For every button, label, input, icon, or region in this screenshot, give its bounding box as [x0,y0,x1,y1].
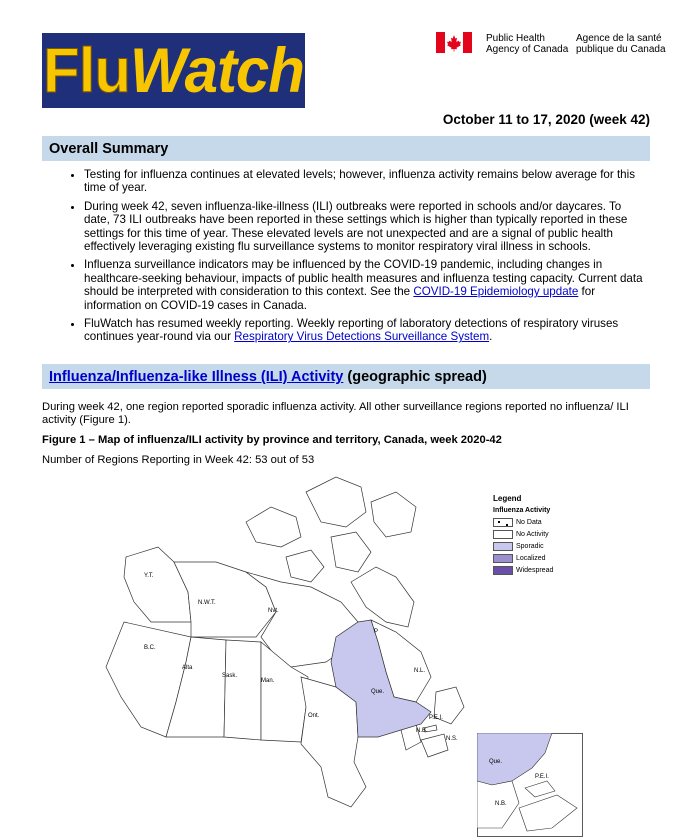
map-label-man: Man. [261,678,275,684]
legend-row-sporadic [493,541,593,552]
bullet-3-text: Influenza surveillance indicators may be influenced by the COVID-19 pandemic, including changes in healthcare-seeking behaviour, impacts of public health measures and influenza testing capacity. Current data should be interpreted with consideration to this context. See the [84,258,643,299]
saskatchewan-region [224,640,261,740]
localized-swatch [493,554,513,563]
map-label-que: Que. [371,689,385,695]
sporadic-swatch [493,542,513,551]
inset-label-nb: N.B. [495,801,507,807]
figure-1-caption: Figure 1 – Map of influenza/ILI activity by province and territory, Canada, week 2020-42 [42,434,502,446]
no-data-swatch [493,518,513,527]
legend-label-sporadic: Sporadic [516,543,544,550]
bullet-4-text-end: . [489,330,493,344]
legend-label-no-data: No Data [516,519,542,526]
summary-bullet-1 [84,168,650,195]
baffin-island [351,567,414,627]
yukon-region [124,547,191,622]
agency-en-line2: Agency of Canada [486,44,569,55]
arctic-island-2 [306,477,366,527]
no-activity-swatch [493,530,513,539]
bullet-1-text: Testing for influenza continues at elevated levels; however, influenza activity remains below average for this time of year. [84,168,636,195]
legend-row-no-activity [493,529,593,540]
legend-label-no-activity: No Activity [516,531,549,538]
map-legend [493,494,593,577]
arctic-island-4 [331,532,371,572]
map-label-nwt: N.W.T. [198,600,216,606]
legend-subtitle: Influenza Activity [493,507,551,514]
arctic-island-3 [371,492,416,537]
respiratory-virus-surveillance-link[interactable]: Respiratory Virus Detections Surveillance System [234,330,490,344]
ili-activity-link[interactable]: Influenza/Influenza-like Illness (ILI) Activity [49,369,344,385]
agency-fr-line1: Agence de la santé [576,33,662,44]
agency-name-french [576,33,676,55]
canada-flag-icon [436,32,472,53]
fluwatch-logo [42,33,305,108]
ili-activity-heading [42,364,650,389]
summary-bullet-2 [84,200,650,254]
overall-summary-heading: Overall Summary [42,136,650,161]
map-label-yt: Y.T. [144,573,154,579]
map-label-ont: Ont. [308,713,320,719]
agency-fr-line2: publique du Canada [576,44,666,55]
nwt-region [174,562,276,637]
map-label-ns: N.S. [446,736,458,742]
legend-title: Legend [493,494,522,503]
legend-row-localized [493,553,593,564]
summary-bullet-3 [84,258,650,312]
bullet-4-text: FluWatch has resumed weekly reporting. Weekly reporting of laboratory detections of respiratory viruses continues year-round via our [84,317,619,344]
ili-paragraph: During week 42, one region reported sporadic influenza activity. All other surveillance regions reported no influenza/ ILI activity (Figure 1). [42,401,629,427]
regions-reporting-text: Number of Regions Reporting in Week 42: 53 out of 53 [42,454,315,466]
map-label-pei: P.E.I. [429,715,443,721]
legend-label-widespread: Widespread [516,567,554,574]
covid-epidemiology-update-link[interactable]: COVID-19 Epidemiology update [413,285,579,299]
legend-label-localized: Localized [516,555,546,562]
inset-label-que: Que. [489,759,503,765]
map-label-nl: N.L. [414,668,426,674]
logo-flu-text: Flu [43,34,131,106]
map-label-p: P [374,629,379,635]
atlantic-inset-map [477,733,583,837]
ili-heading-suffix: (geographic spread) [343,369,487,385]
map-label-nb: N.B. [416,728,428,734]
agency-en-line1: Public Health [486,33,545,44]
ns-region [421,734,448,757]
arctic-island-1 [246,507,301,547]
map-label-nvt: Nvt. [268,608,279,614]
report-date-range: October 11 to 17, 2020 (week 42) [442,112,650,127]
legend-row-no-data [493,517,593,528]
widespread-swatch [493,566,513,575]
agency-name-english [486,33,576,55]
map-label-sask: Sask. [222,673,238,679]
logo-watch-text: Watch [130,34,304,106]
map-label-bc: B.C. [144,645,156,651]
summary-bullet-list [60,168,650,349]
inset-label-pei: P.E.I. [535,774,549,780]
map-label-alta: Alta [182,665,193,671]
summary-bullet-4 [84,317,650,344]
legend-row-widespread [493,565,593,576]
bullet-2-text: During week 42, seven influenza-like-illness (ILI) outbreaks were reported in schools and/or daycares. To date, 73 ILI outbreaks have been reported in these settings which is higher than typically reported in these settings for this time of year. These elevated levels are not unexpected and are a signal of public health effectively leveraging existing flu surveillance systems to monitor respiratory viral illness in schools. [84,199,628,254]
arctic-island-5 [286,550,324,582]
bullet-3-text-end: for information on COVID-19 cases in Canada. [84,285,596,312]
